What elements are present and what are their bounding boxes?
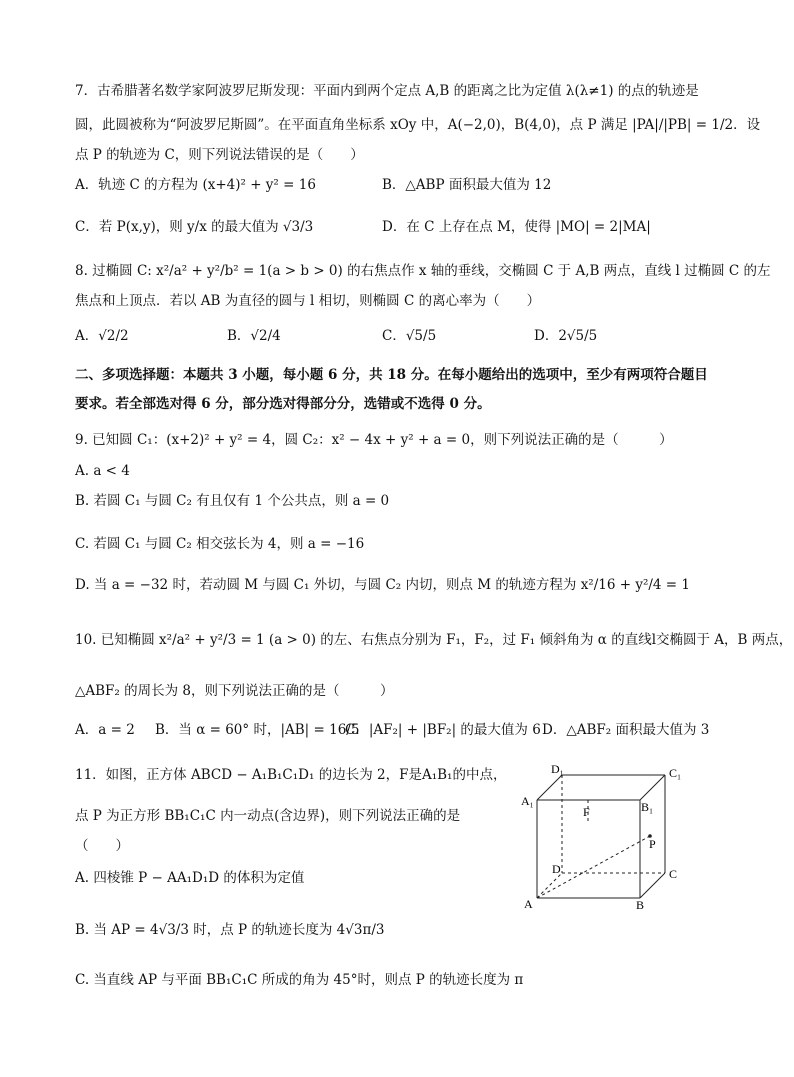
q10-option-d: D．△ABF₂ 面积最大值为 3	[542, 722, 710, 738]
label-d: D	[552, 862, 561, 876]
q8-option-b: B．√2/4	[227, 328, 281, 344]
label-a1: A₁	[521, 794, 534, 808]
q8-line-2: 焦点和上顶点．若以 AB 为直径的圆与 l 相切，则椭圆 C 的离心率为（ ）	[75, 293, 541, 309]
q7-option-a: A．轨迹 C 的方程为 (x+4)² + y² = 16	[75, 177, 316, 193]
q7-option-d: D．在 C 上存在点 M，使得 |MO| = 2|MA|	[382, 219, 651, 235]
section2-line-1: 二、多项选择题：本题共 3 小题，每小题 6 分，共 18 分。在每小题给出的选项中，至少有两项符合题目	[75, 367, 708, 383]
q9-option-d: D. 当 a = −32 时，若动圆 M 与圆 C₁ 外切，与圆 C₂ 内切，则点 M 的轨迹方程为 x²/16 + y²/4 = 1	[75, 577, 690, 593]
q9-stem: 9. 已知圆 C₁：(x+2)² + y² = 4，圆 C₂：x² − 4x + y² + a = 0，则下列说法正确的是（ ）	[75, 432, 673, 448]
q7-option-c: C．若 P(x,y)，则 y/x 的最大值为 √3/3	[75, 219, 314, 235]
q9-option-a: A. a < 4	[75, 463, 130, 479]
q11-line-3: （ ）	[75, 838, 129, 854]
q9-option-b: B. 若圆 C₁ 与圆 C₂ 有且仅有 1 个公共点，则 a = 0	[75, 493, 390, 509]
q11-line-2: 点 P 为正方形 BB₁C₁C 内一动点(含边界)，则下列说法正确的是	[75, 808, 461, 824]
q8-option-a: A．√2/2	[75, 328, 129, 344]
cube-figure	[515, 763, 695, 913]
q7-line-3: 点 P 的轨迹为 C，则下列说法错误的是（ ）	[75, 147, 364, 163]
label-p: P	[649, 837, 656, 851]
label-a: A	[524, 897, 533, 911]
q10-option-c: C．|AF₂| + |BF₂| 的最大值为 6	[345, 722, 541, 738]
section2-line-2: 要求。若全部选对得 6 分，部分选对得部分分，选错或不选得 0 分。	[75, 396, 491, 412]
q8-line-1: 8. 过椭圆 C: x²/a² + y²/b² = 1(a > b > 0) 的右焦点作 x 轴的垂线，交椭圆 C 于 A,B 两点，直线 l 过椭圆 C 的左	[75, 263, 771, 279]
q11-option-c: C. 当直线 AP 与平面 BB₁C₁C 所成的角为 45°时，则点 P 的轨迹长度为 π	[75, 972, 524, 988]
q8-option-c: C．√5/5	[382, 328, 437, 344]
q8-option-d: D．2√5/5	[534, 328, 598, 344]
label-c: C	[669, 867, 678, 881]
q7-line-2: 圆，此圆被称为“阿波罗尼斯圆”。在平面直角坐标系 xOy 中，A(−2,0)，B(4,0)，点 P 满足 |PA|/|PB| = 1/2．设	[75, 117, 761, 133]
q10-line-1: 10. 已知椭圆 x²/a² + y²/3 = 1 (a > 0) 的左、右焦点分别为 F₁，F₂，过 F₁ 倾斜角为 α 的直线l交椭圆于 A，B 两点，	[75, 632, 793, 648]
q11-option-b: B. 当 AP = 4√3/3 时，点 P 的轨迹长度为 4√3π/3	[75, 922, 385, 938]
q9-option-c: C. 若圆 C₁ 与圆 C₂ 相交弦长为 4，则 a = −16	[75, 536, 365, 552]
q11-option-a: A. 四棱锥 P − AA₁D₁D 的体积为定值	[75, 870, 305, 886]
q10-option-a: A．a = 2	[75, 722, 135, 738]
label-b: B	[636, 898, 645, 912]
label-d1: D₁	[551, 763, 564, 776]
label-b1: B₁	[641, 800, 654, 814]
q10-option-b: B．当 α = 60° 时，|AB| = 16/5	[155, 722, 360, 738]
q10-line-2: △ABF₂ 的周长为 8，则下列说法正确的是（ ）	[75, 683, 394, 699]
q7-line-1: 7．古希腊著名数学家阿波罗尼斯发现：平面内到两个定点 A,B 的距离之比为定值 λ(λ≠1) 的点的轨迹是	[75, 83, 699, 99]
label-f: F	[583, 805, 590, 819]
q7-option-b: B．△ABP 面积最大值为 12	[382, 177, 552, 193]
q11-line-1: 11．如图，正方体 ABCD − A₁B₁C₁D₁ 的边长为 2，F是A₁B₁的中点，	[75, 767, 507, 783]
label-c1: C₁	[669, 766, 682, 780]
